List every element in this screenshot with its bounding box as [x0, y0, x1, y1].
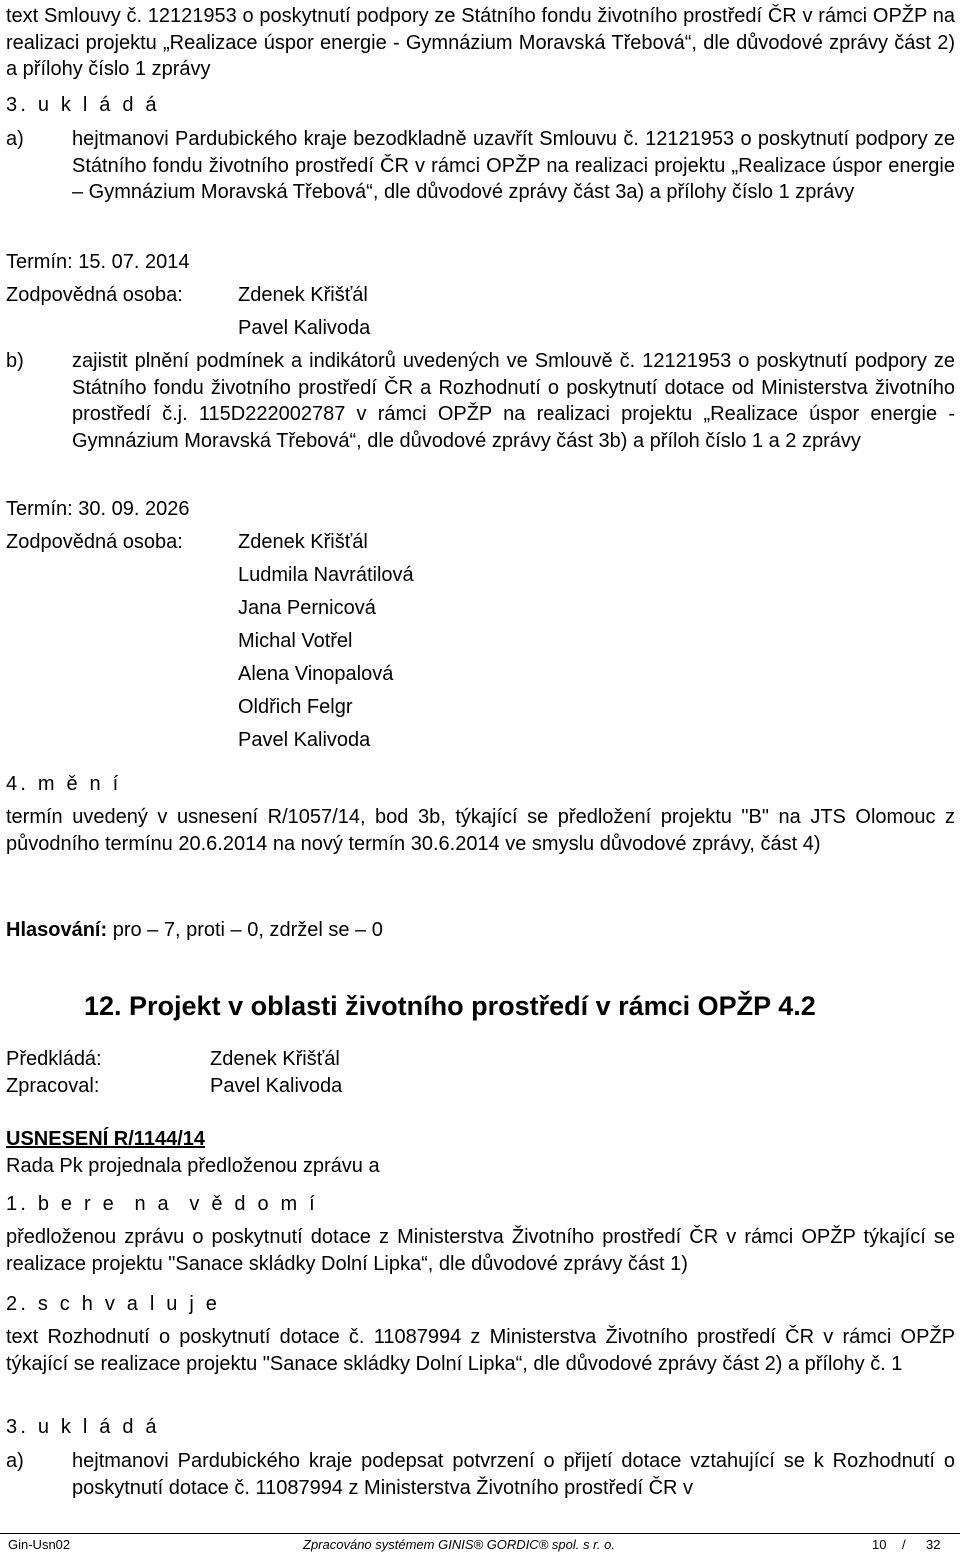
- processor-label: Zpracoval:: [6, 1075, 100, 1097]
- point-3-label: 3. u k l á d á: [6, 1416, 160, 1438]
- deadline-b: Termín: 30. 09. 2026: [6, 498, 190, 520]
- point-1-text: předloženou zprávu o poskytnutí dotace z Ministerstva Životního prostředí ČR v rámci OPŽP týkající se realizace projektu "Sanace skládky Dolní Lipka“, dle důvodové zprávy část 1): [6, 1226, 955, 1275]
- section-heading: 12. Projekt v oblasti životního prostředí v rámci OPŽP 4.2: [84, 991, 816, 1021]
- presenter-label: Předkládá:: [6, 1048, 102, 1070]
- responsible-person: Alena Vinopalová: [238, 663, 394, 685]
- item-b-marker: b): [6, 350, 24, 372]
- footer-page-current: 10: [872, 1537, 887, 1552]
- footer-doc-code: Gin-Usn02: [8, 1537, 71, 1552]
- item-a-marker: a): [6, 128, 24, 150]
- resolution-intro: Rada Pk projednala předloženou zprávu a: [6, 1155, 380, 1177]
- footer-page-separator: /: [902, 1537, 906, 1552]
- point-3-label: 3. u k l á d á: [6, 94, 160, 116]
- deadline-a: Termín: 15. 07. 2014: [6, 251, 190, 273]
- voting-result: pro – 7, proti – 0, zdržel se – 0: [107, 919, 383, 941]
- point-1-label: 1. b e r e n a v ě d o m í: [6, 1193, 318, 1215]
- resolution-id: USNESENÍ R/1144/14: [6, 1128, 205, 1150]
- responsible-person: Zdenek Křišťál: [238, 531, 368, 553]
- footer-system: Zpracováno systémem GINIS® GORDIC® spol. s r. o.: [303, 1537, 615, 1552]
- responsible-person: Pavel Kalivoda: [238, 317, 371, 339]
- footer-page-total: 32: [926, 1537, 941, 1552]
- presenter-name: Zdenek Křišťál: [210, 1048, 340, 1070]
- footer-divider: [0, 1533, 960, 1534]
- item-a-text: hejtmanovi Pardubického kraje bezodkladně uzavřít Smlouvu č. 12121953 o poskytnutí podpory ze Státního fondu životního prostředí ČR v rámci OPŽP na realizaci projektu „Realizace úspor energie – Gymnázium Moravská Třebová“, dle důvodové zprávy část 3a) a přílohy číslo 1 zprávy: [72, 128, 955, 203]
- responsible-person: Ludmila Navrátilová: [238, 564, 414, 586]
- voting-label: Hlasování:: [6, 919, 108, 941]
- responsible-person: Oldřich Felgr: [238, 696, 353, 718]
- point-4-text: termín uvedený v usnesení R/1057/14, bod 3b, týkající se předložení projektu "B" na JTS Olomouc z původního termínu 20.6.2014 na nový termín 30.6.2014 ve smyslu důvodové zprávy, část 4): [6, 806, 955, 855]
- responsible-label-a: Zodpovědná osoba:: [6, 284, 183, 306]
- item-a-marker: a): [6, 1450, 24, 1472]
- responsible-person: Jana Pernicová: [238, 597, 376, 619]
- responsible-person: Michal Votřel: [238, 630, 353, 652]
- item-b-text: zajistit plnění podmínek a indikátorů uvedených ve Smlouvě č. 12121953 o poskytnutí podpory ze Státního fondu životního prostředí ČR a Rozhodnutí o poskytnutí dotace od Ministerstva životního prostředí č.j. 115D222002787 v rámci OPŽP na realizaci projektu „Realizace úspor energie - Gymnázium Moravská Třebová“, dle důvodové zprávy část 3b) a příloh číslo 1 a 2 zprávy: [72, 350, 955, 452]
- point-4-label: 4. m ě n í: [6, 773, 122, 795]
- intro-paragraph: text Smlouvy č. 12121953 o poskytnutí podpory ze Státního fondu životního prostředí ČR v rámci OPŽP na realizaci projektu „Realizace úspor energie - Gymnázium Moravská Třebová“, dle důvodové zprávy část 2) a přílohy číslo 1 zprávy: [6, 5, 955, 80]
- responsible-label-b: Zodpovědná osoba:: [6, 531, 183, 553]
- item-a-text: hejtmanovi Pardubického kraje podepsat potvrzení o přijetí dotace vztahující se k Rozhodnutí o poskytnutí dotace č. 11087994 z Ministerstva Životního prostředí ČR v: [72, 1450, 955, 1499]
- point-2-text: text Rozhodnutí o poskytnutí dotace č. 11087994 z Ministerstva Životního prostředí ČR v rámci OPŽP týkající se realizace projektu "Sanace skládky Dolní Lipka“, dle důvodové zprávy část 2) a přílohy č. 1: [6, 1326, 955, 1375]
- processor-name: Pavel Kalivoda: [210, 1075, 343, 1097]
- voting-line: [6, 917, 383, 943]
- responsible-person: Zdenek Křišťál: [238, 284, 368, 306]
- responsible-person: Pavel Kalivoda: [238, 729, 371, 751]
- point-2-label: 2. s c h v a l u j e: [6, 1293, 221, 1315]
